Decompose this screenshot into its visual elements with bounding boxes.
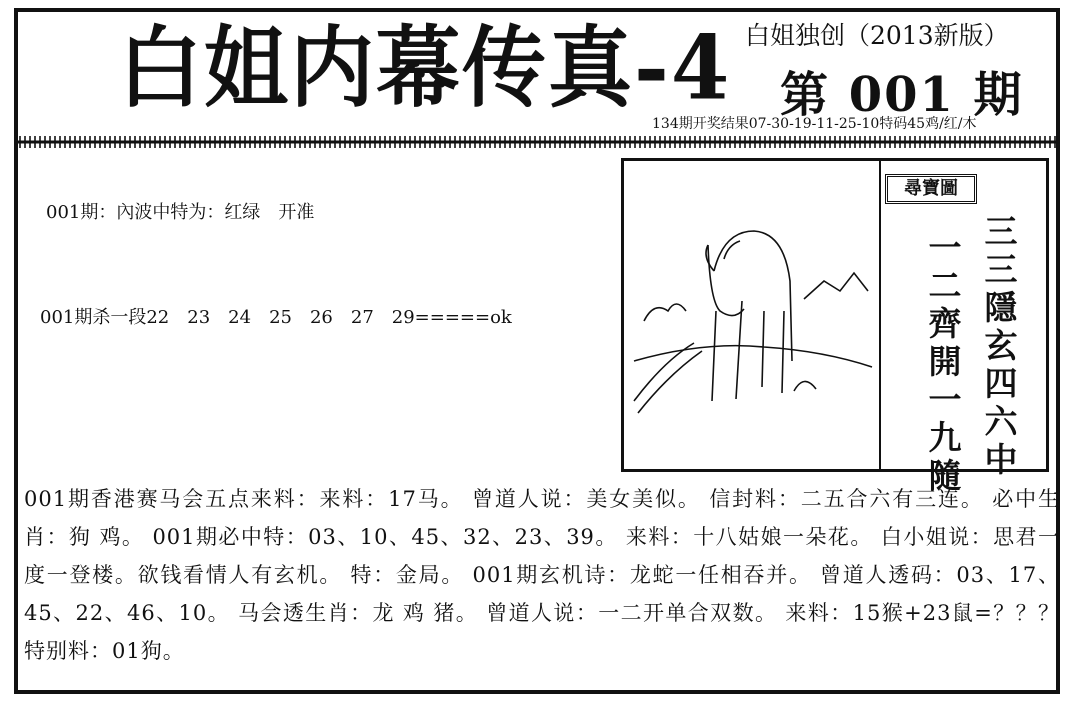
promo-text: 001期香港赛马会五点来料：来料：17马。 曾道人说：美女美似。 信封料：二五合六有三连。 必中生肖：狗 鸡。 001期必中特：03、10、45、32、23、39。 来料：十八姑娘一朵花。 白小姐说：思君一度一登楼。欲钱看情人有玄机。 特：金局。 001期玄机诗：龙蛇一任相吞并。 曾道人透码：03、17、45、22、46、10。 马会透生肖：龙 鸡 猪。 曾道人说：一二开单合双数。 来料：15猴+23鼠=？？？ 特别料：01狗。 bbox=[24, 487, 1060, 663]
wave-prediction: 001期：內波中特为：红绿 开准 bbox=[46, 202, 315, 223]
decorative-divider bbox=[18, 134, 1058, 150]
yak-illustration bbox=[624, 161, 879, 469]
panel-divider bbox=[879, 161, 881, 469]
treasure-map-label: 尋寶圖 bbox=[885, 174, 977, 204]
issue-number: 第 001 期 bbox=[780, 67, 1024, 123]
previous-result: 134期开奖结果07-30-19-11-25-10特码45鸡/红/木 bbox=[652, 116, 977, 132]
page-title: 白姐内幕传真-4 bbox=[118, 15, 732, 120]
treasure-map-panel bbox=[621, 158, 1049, 495]
poem-column-right: 三 三 隱 玄 四 六 中 bbox=[984, 212, 1018, 479]
poem-column-left: 一 二 齊 開 一 九 隨 bbox=[928, 228, 962, 495]
kill-segment: 001期杀一段22 23 24 25 26 27 29=====ok bbox=[40, 307, 512, 328]
edition-label: 白姐独创（2013新版） bbox=[745, 21, 1009, 50]
